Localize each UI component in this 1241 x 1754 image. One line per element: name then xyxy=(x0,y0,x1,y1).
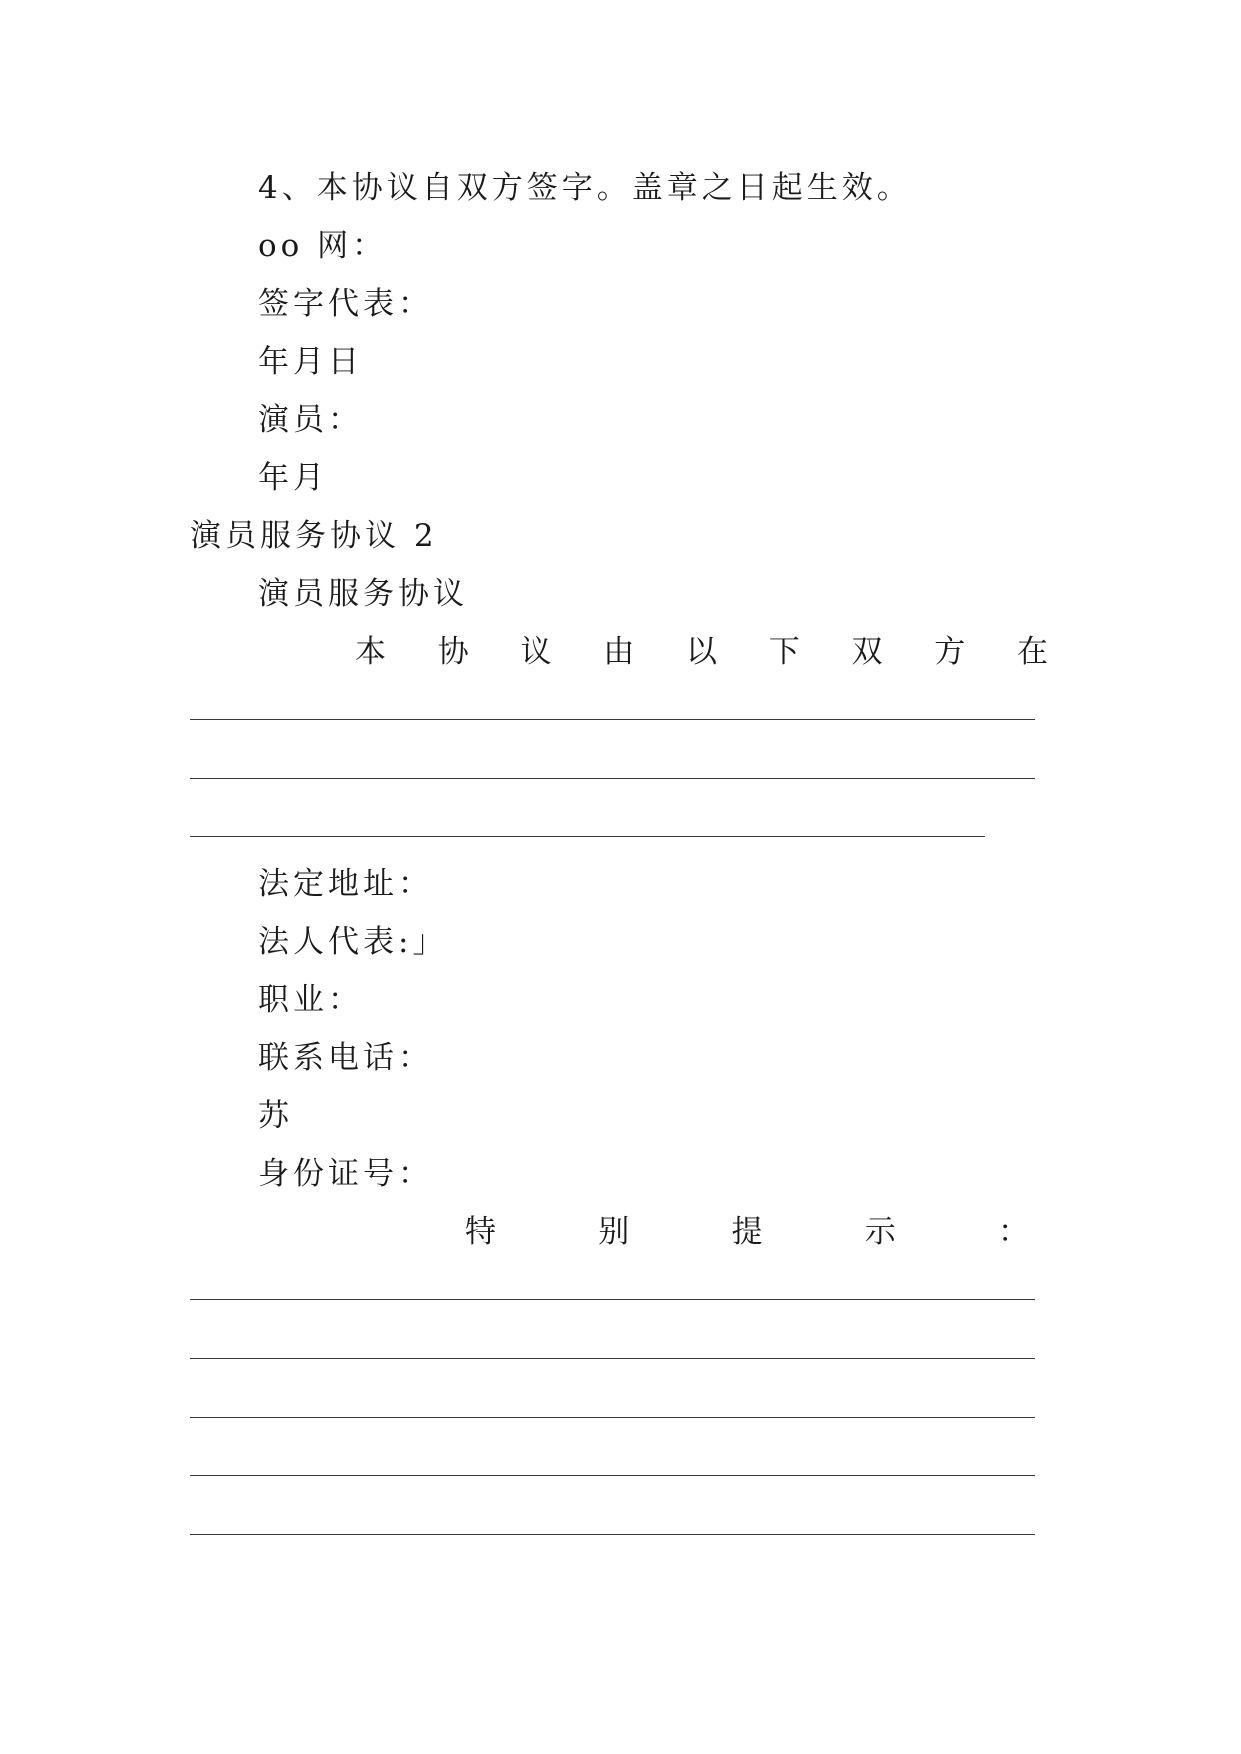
notice-char: 特 xyxy=(465,1214,496,1250)
blank-fill-line xyxy=(190,1475,1035,1476)
intro-char: 方 xyxy=(934,634,966,670)
intro-char: 协 xyxy=(437,634,469,670)
blank-fill-line xyxy=(190,1358,1035,1359)
intro-char: 以 xyxy=(686,634,717,670)
legal-representative-label: 法人代表:」 xyxy=(258,924,448,960)
special-notice xyxy=(465,1212,1029,1252)
intro-char: 在 xyxy=(1017,634,1048,670)
intro-char: 下 xyxy=(768,634,800,670)
blank-fill-line xyxy=(190,719,1035,720)
blank-fill-line xyxy=(190,836,985,837)
agreement-title: 演员服务协议 xyxy=(258,576,468,612)
intro-char: 双 xyxy=(851,634,883,670)
id-number-label: 身份证号： xyxy=(258,1156,433,1192)
intro-char: 议 xyxy=(520,634,552,670)
date-line-2: 年月 xyxy=(258,460,328,496)
notice-char: 别 xyxy=(598,1214,630,1250)
oo-site-label: oo 网： xyxy=(258,228,388,264)
clause-4: 4、本协议自双方签字。盖章之日起生效。 xyxy=(258,170,912,206)
intro-sentence xyxy=(355,632,1048,672)
notice-char: 提 xyxy=(731,1214,763,1250)
document-heading: 演员服务协议 2 xyxy=(190,518,438,554)
date-line-1: 年月日 xyxy=(258,344,363,380)
blank-fill-line xyxy=(190,1299,1035,1300)
occupation-label: 职业： xyxy=(258,982,363,1018)
actor-label: 演员： xyxy=(258,402,363,438)
notice-char: ： xyxy=(998,1214,1029,1250)
intro-char: 本 xyxy=(355,634,386,670)
intro-char: 由 xyxy=(603,634,635,670)
notice-char: 示 xyxy=(864,1214,896,1250)
phone-label: 联系电话： xyxy=(258,1040,433,1076)
blank-fill-line xyxy=(190,1534,1035,1535)
su-text: 苏 xyxy=(258,1098,293,1134)
blank-fill-line xyxy=(190,1417,1035,1418)
blank-fill-line xyxy=(190,778,1035,779)
legal-address-label: 法定地址： xyxy=(258,866,433,902)
sign-representative-label: 签字代表： xyxy=(258,286,433,322)
